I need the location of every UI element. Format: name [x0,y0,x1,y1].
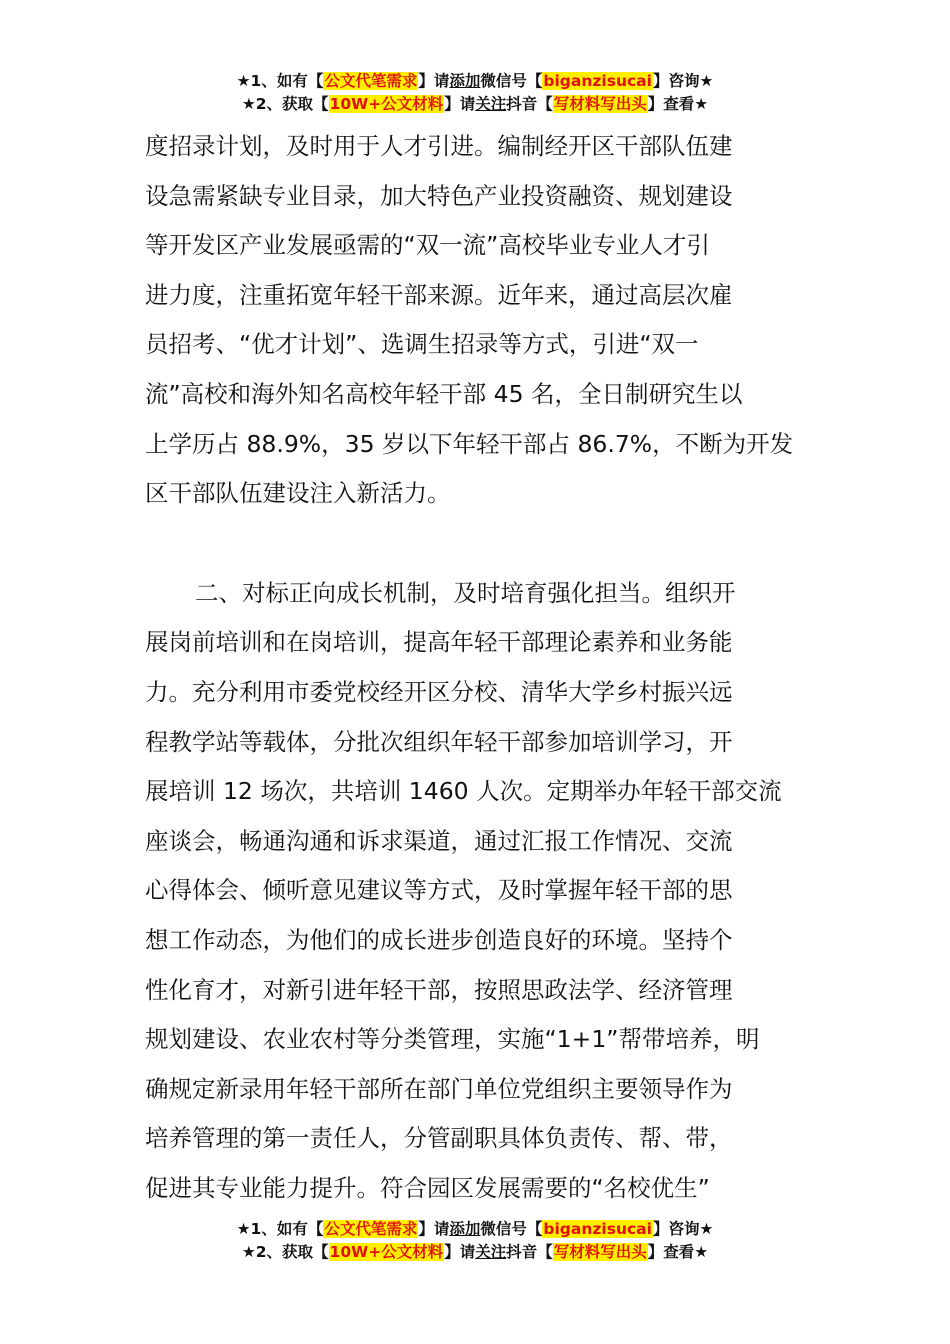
header-line-1: ★1、如有【公文代笔需求】请添加微信号【biganzisucai】咨询★ [236,72,714,90]
text-line: 等开发区产业发展亟需的“双一流”高校毕业专业人才引 [145,231,710,260]
text-line: 二、对标正向成长机制，及时培育强化担当。组织开 [195,578,736,607]
highlight-douyin: 写材料写出头 [553,1243,647,1261]
text-line: 展岗前培训和在岗培训，提高年轻干部理论素养和业务能 [145,628,733,657]
text-line: 力。充分利用市委党校经开区分校、清华大学乡村振兴远 [145,677,733,706]
text-line: 座谈会，畅通沟通和诉求渠道，通过汇报工作情况、交流 [145,826,733,855]
highlight-wechat-id: biganzisucai [543,72,652,90]
footer-line-2: ★2、获取【10W+公文材料】请关注抖音【写材料写出头】查看★ [241,1243,709,1261]
text-line: 程教学站等载体，分批次组织年轻干部参加培训学习，开 [145,727,733,756]
text-line: 进力度，注重拓宽年轻干部来源。近年来，通过高层次雇 [145,280,733,309]
highlight-wechat-id: biganzisucai [543,1220,652,1238]
text-line: 心得体会、倾听意见建议等方式，及时掌握年轻干部的思 [145,876,733,905]
highlight-materials: 10W+公文材料 [329,1243,444,1261]
footer-banner [0,1218,950,1264]
text-line: 区干部队伍建设注入新活力。 [145,479,451,508]
text-line: 员招考、“优才计划”、选调生招录等方式，引进“双一 [145,330,699,359]
text-line: 促进其专业能力提升。符合园区发展需要的“名校优生” [145,1173,710,1202]
header-banner [0,70,950,116]
text-line: 想工作动态，为他们的成长进步创造良好的环境。坚持个 [145,925,733,954]
paragraph-1 [145,122,810,519]
text-line: 上学历占 88.9%，35 岁以下年轻干部占 86.7%，不断为开发 [145,429,794,458]
highlight-service: 公文代笔需求 [324,72,418,90]
text-line: 规划建设、农业农村等分类管理，实施“1+1”帮带培养，明 [145,1025,760,1054]
footer-line-1: ★1、如有【公文代笔需求】请添加微信号【biganzisucai】咨询★ [236,1220,714,1238]
text-line: 性化育才，对新引进年轻干部，按照思政法学、经济管理 [145,975,733,1004]
highlight-service: 公文代笔需求 [324,1220,418,1238]
text-line: 度招录计划，及时用于人才引进。编制经开区干部队伍建 [145,132,733,160]
paragraph-gap [145,519,810,569]
paragraph-2 [145,569,810,1214]
header-line-2: ★2、获取【10W+公文材料】请关注抖音【写材料写出头】查看★ [241,95,709,113]
text-line: 培养管理的第一责任人，分管副职具体负责传、帮、带， [145,1124,733,1153]
text-line: 确规定新录用年轻干部所在部门单位党组织主要领导作为 [145,1074,733,1103]
highlight-materials: 10W+公文材料 [329,95,444,113]
document-body [145,122,810,1213]
text-line: 展培训 12 场次，共培训 1460 人次。定期举办年轻干部交流 [145,777,782,806]
text-line: 设急需紧缺专业目录，加大特色产业投资融资、规划建设 [145,181,733,210]
text-line: 流”高校和海外知名高校年轻干部 45 名，全日制研究生以 [145,379,743,408]
highlight-douyin: 写材料写出头 [553,95,647,113]
